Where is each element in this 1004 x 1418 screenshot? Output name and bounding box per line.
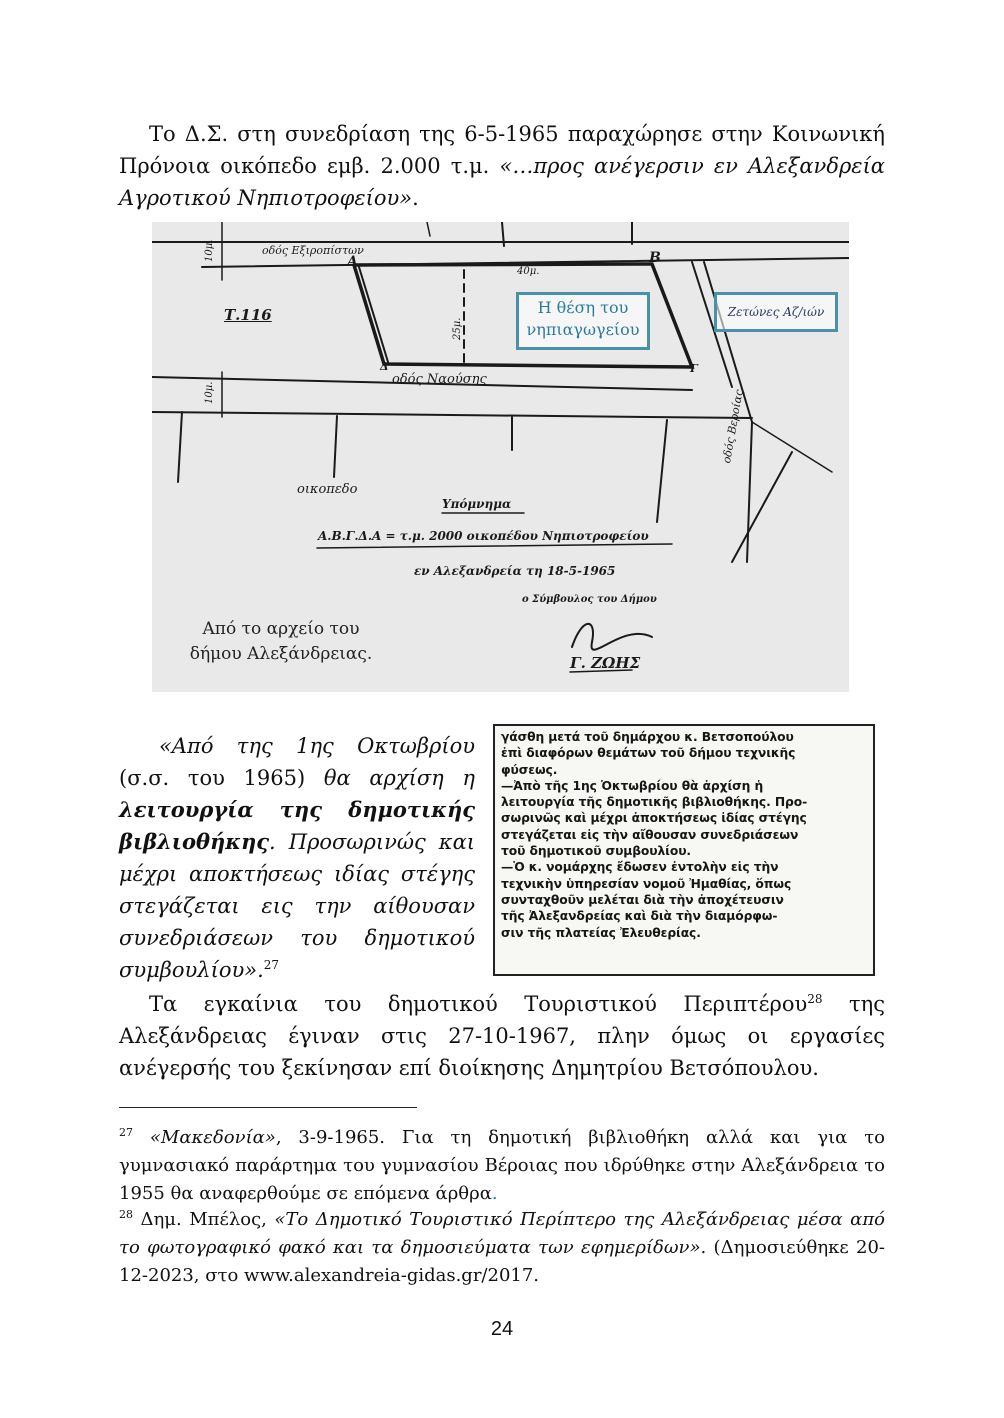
right-area-label: Ζετώνες Αζ/ιών — [714, 292, 838, 332]
box-label-line-2: νηπιαγωγείου — [526, 320, 640, 339]
clip-line: σιν τῆς πλατείας Ἐλευθερίας. — [501, 925, 701, 940]
clip-line: λειτουργία τῆς δημοτικῆς βιβλιοθήκης. Προ- — [501, 795, 808, 810]
map-point-g: Γ — [690, 362, 698, 375]
para1-text-a: Το Δ.Σ. στη συνεδρίαση της 6-5-1965 παραχώρησε στην Κοινωνική Πρόνοια οικόπεδο εμβ. 2.000 τ.μ. — [119, 122, 885, 178]
footnote-28-number: 28 — [119, 1208, 133, 1221]
footnote-27-number: 27 — [119, 1126, 133, 1139]
clip-line: τεχνικὴν ὑπηρεσίαν νομοῦ Ἠμαθίας, ὅπως — [501, 876, 792, 891]
footnote-27-text: , 3-9-1965. Για τη δημοτική βιβλιοθήκη αλλά και για το γυμνασιακό παράρτημα του γυμνασίου Βέροιας που ιδρύθηκε στην Αλεξάνδρεια το 1955 θα αναφερθούμε σε επόμενα άρθρα — [119, 1127, 885, 1204]
caption-line-2: δήμου Αλεξάνδρειας. — [189, 644, 373, 664]
newspaper-clipping — [493, 724, 875, 976]
clip-line: τοῦ δημοτικοῦ συμβουλίου. — [501, 844, 691, 859]
map-street-right: οδός Βεροίας — [720, 388, 746, 465]
clip-line: γάσθη μετά τοῦ δημάρχου κ. Βετσοπούλου — [501, 730, 794, 744]
footnote-27-end: . — [491, 1183, 498, 1204]
map-dim-40: 40μ. — [517, 266, 540, 277]
clip-line: σωρινῶς καὶ μέχρι ἀποκτήσεως ἰδίας στέγης — [501, 811, 807, 826]
map-caption — [186, 617, 376, 667]
clip-line: φύσεως. — [501, 762, 558, 777]
map-role-text: ο Σύμβουλος του Δήμου — [522, 594, 657, 605]
para2-plain: (σ.σ. του 1965) — [119, 766, 306, 790]
clip-line: ἐπὶ διαφόρων θεμάτων τοῦ δήμου τεχνικῆς — [501, 746, 796, 761]
footnote-28-italic: «Το Δημοτικό Τουριστικό Περίπτερο της Αλεξάνδρειας μέσα από το φωτογραφικό φακό και τα δημοσιεύματα των εφημερίδων» — [119, 1209, 885, 1258]
footnote-separator — [119, 1107, 417, 1108]
map-point-a: Α — [347, 254, 358, 270]
footnote-28-text-b: . (Δημοσιεύθηκε 20-12-2023, στο www.alexandreia-gidas.gr/2017. — [119, 1237, 885, 1286]
clip-line: —Ἀπὸ τῆς 1ης Ὀκτωβρίου θὰ ἀρχίση ἡ — [501, 778, 764, 793]
clip-line: στεγάζεται εἰς τὴν αἴθουσαν συνεδριάσεων — [501, 827, 799, 842]
map-point-d: Δ — [380, 360, 389, 373]
para1-quote: «…προς ανέγερσιν εν Αλεξανδρεία Αγροτικού Νηπιοτροφείου» — [119, 154, 885, 210]
footnote-28 — [119, 1206, 885, 1290]
kindergarten-location-label — [516, 292, 650, 350]
paragraph-3 — [119, 988, 885, 1084]
map-ypomnima: Υπόμνημα — [442, 497, 512, 511]
paragraph-1 — [119, 118, 885, 214]
para3-text-b: της Αλεξάνδρειας έγιναν στις 27-10-1967, πλην όμως οι εργασίες ανέγερσής του ξεκίνησαν επί διοίκησης Δημητρίου Βετσόπουλου. — [119, 992, 885, 1080]
map-date-text: εν Αλεξανδρεία τη 18-5-1965 — [414, 564, 616, 578]
para2-quote-open: «Από της 1ης Οκτωβρίου — [159, 734, 475, 758]
map-point-b: Β — [649, 250, 661, 266]
footnote-27-italic: «Μακεδονία» — [149, 1127, 276, 1148]
footnote-ref-28: 28 — [807, 992, 823, 1006]
paragraph-2-quote — [119, 730, 475, 986]
para1-text-b: . — [412, 186, 419, 210]
para2-quote-mid: θα αρχίση η — [305, 766, 475, 790]
page-number: 24 — [490, 1318, 514, 1340]
para2-bold: λειτουργία της δημοτικής βιβλιοθήκης — [119, 797, 475, 854]
map-street-bottom: οδός Ναούσης — [392, 372, 487, 387]
para3-text-a: Τα εγκαίνια του δημοτικού Τουριστικού Περιπτέρου — [149, 992, 808, 1016]
map-dim-10-top: 10μ. — [204, 239, 215, 262]
caption-line-1: Από το αρχείο του — [202, 619, 360, 639]
para2-quote-end: . Προσωρινώς και μέχρι αποκτήσεως ιδίας στέγης στεγάζεται εις την αίθουσαν συνεδριάσεων του δημοτικού συμβουλίου». — [119, 830, 475, 982]
map-dim-25: 25μ. — [452, 317, 463, 340]
map-legend-text: Α.Β.Γ.Δ.Α = τ.μ. 2000 οικοπέδου Νηπιοτροφείου — [318, 529, 649, 543]
map-t116: Τ.116 — [224, 306, 272, 324]
clip-line: —Ὁ κ. νομάρχης ἔδωσεν ἐντολὴν εἰς τὴν — [501, 860, 779, 875]
map-street-top: οδός Εξιροπίστων — [262, 244, 364, 257]
clip-line: τῆς Ἀλεξανδρείας καὶ διὰ τὴν διαμόρφω- — [501, 909, 778, 924]
footnote-28-text-a: Δημ. Μπέλος, — [133, 1209, 275, 1230]
footnote-27 — [119, 1124, 885, 1208]
footnote-ref-27: 27 — [263, 958, 280, 972]
map-signature-name: Γ. ΖΩΗΣ — [570, 654, 641, 672]
map-dim-10-bottom: 10μ. — [204, 381, 215, 404]
clip-line: συνταχθοῦν μελέται διὰ τὴν ἀποχέτευσιν — [501, 892, 784, 907]
map-oikopedo: οικοπεδο — [297, 482, 358, 497]
box-label-line-1: Η θέση του — [537, 298, 629, 317]
cadastral-map-image — [152, 222, 849, 692]
